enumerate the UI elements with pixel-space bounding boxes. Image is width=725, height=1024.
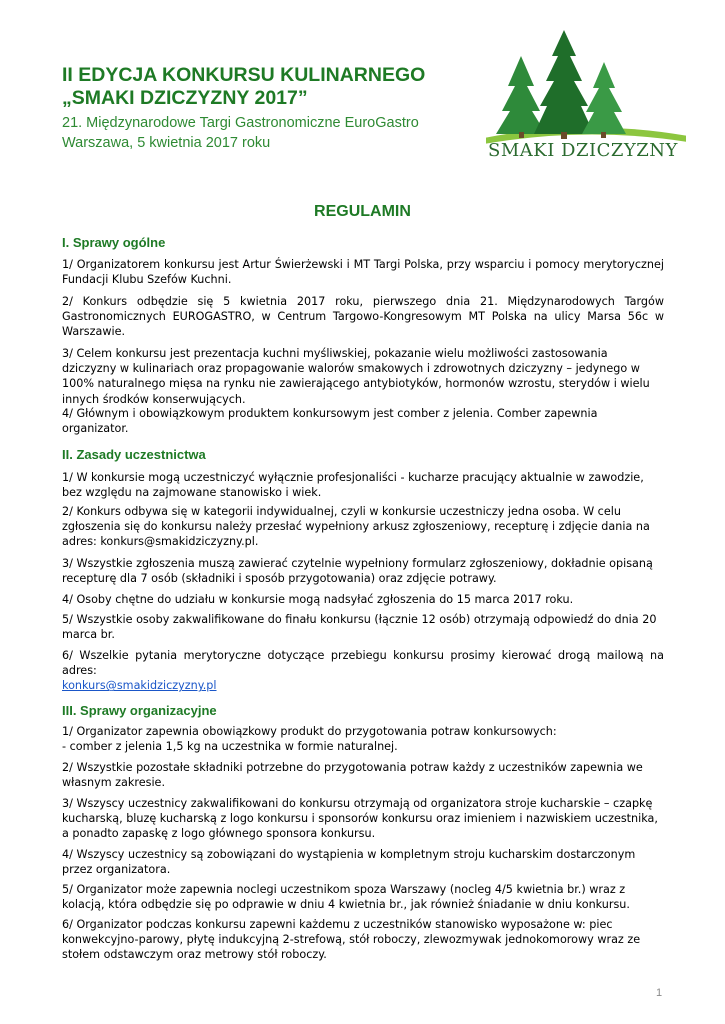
section-1-paragraph-4: 4/ Głównym i obowiązkowym produktem konkursowym jest comber z jelenia. Comber zapewnia organizator. bbox=[62, 407, 598, 436]
section-2-paragraph-3: 3/ Wszystkie zgłoszenia muszą zawierać czytelnie wypełniony formularz zgłoszeniowy, dokładnie opisaną recepturę dla 7 osób (składniki i sposób przygotowania) oraz zdjęcie potrawy. bbox=[62, 557, 653, 586]
section-3-paragraph-4: 4/ Wszyscy uczestnicy są zobowiązani do wystąpienia w kompletnym stroju kucharskim dostarczonym przez organizatora. bbox=[62, 848, 636, 877]
contact-email-link[interactable]: konkurs@smakidziczyzny.pl bbox=[62, 679, 217, 693]
section-1-heading: I. Sprawy ogólne bbox=[62, 235, 166, 250]
section-2-paragraph-4: 4/ Osoby chętne do udziału w konkursie mogą nadsyłać zgłoszenia do 15 marca 2017 roku. bbox=[62, 593, 574, 606]
section-2-paragraph-1: 1/ W konkursie mogą uczestniczyć wyłącznie profesjonaliści - kucharze pracujący aktualnie w zawodzie, bez względu na zajmowane stanowisko i wiek. bbox=[62, 471, 644, 500]
section-3-paragraph-6: 6/ Organizator podczas konkursu zapewni każdemu z uczestników stanowisko wyposażone w: piec konwekcyjno-parowy, płytę indukcyjną 2-strefową, stół roboczy, zlewozmywak jednokomorowy wraz ze stołem odstawczym oraz metrowy stół roboczy. bbox=[62, 918, 641, 962]
section-2-paragraph-6-block bbox=[62, 648, 664, 694]
section-3-paragraph-1: 1/ Organizator zapewnia obowiązkowy produkt do przygotowania potraw konkursowych: bbox=[62, 725, 557, 738]
section-2-paragraph-6: 6/ Wszelkie pytania merytoryczne dotyczące przebiegu konkursu prosimy kierować drogą mailową na adres: bbox=[62, 649, 664, 678]
subtitle-line-2: Warszawa, 5 kwietnia 2017 roku bbox=[62, 135, 271, 151]
section-2-paragraph-2: 2/ Konkurs odbywa się w kategorii indywidualnej, czyli w konkursie uczestniczy jedna osoba. W celu zgłoszenia się do konkursu należy przesłać wypełniony arkusz zgłoszeniowy, recepturę i zdjęcie dania na adres: konkurs@smakidziczyzny.pl. bbox=[62, 505, 650, 549]
section-1-paragraph-2: 2/ Konkurs odbędzie się 5 kwietnia 2017 roku, pierwszego dnia 21. Międzynarodowych Targów Gastronomicznych EUROGASTRO, w Centrum Targowo-Kongresowym MT Polska na ulicy Marsa 56c w Warszawie. bbox=[62, 295, 664, 339]
page-number: 1 bbox=[656, 987, 663, 999]
title-line-2: „SMAKI DZICZYZNY 2017” bbox=[62, 87, 308, 109]
document-title-block bbox=[62, 64, 425, 110]
section-3-paragraph-3: 3/ Wszyscy uczestnicy zakwalifikowani do konkursu otrzymają od organizatora stroje kucharskie – czapkę kucharską, bluzę kucharską z logo konkursu i sponsorów konkursu oraz imieniem i nazwiskiem uczestnika, a ponadto zapaskę z logo głównego sponsora konkursu. bbox=[62, 797, 658, 841]
section-2-paragraph-5: 5/ Wszystkie osoby zakwalifikowane do finału konkursu (łącznie 12 osób) otrzymają odpowiedź do dnia 20 marca br. bbox=[62, 613, 657, 642]
logo-text: SMAKI DZICZYZNY bbox=[488, 140, 678, 161]
section-3-paragraph-2: 2/ Wszystkie pozostałe składniki potrzebne do przygotowania potraw każdy z uczestników zapewnia we własnym zakresie. bbox=[62, 761, 643, 790]
section-1-paragraph-1: 1/ Organizatorem konkursu jest Artur Świerżewski i MT Targi Polska, przy wsparciu i pomocy merytorycznej Fundacji Klubu Szefów Kuchni. bbox=[62, 258, 664, 287]
regulamin-heading: REGULAMIN bbox=[314, 203, 411, 220]
section-3-paragraph-1-item: - comber z jelenia 1,5 kg na uczestnika w formie naturalnej. bbox=[62, 740, 398, 753]
section-3-heading: III. Sprawy organizacyjne bbox=[62, 703, 217, 718]
subtitle-line-1: 21. Międzynarodowe Targi Gastronomiczne EuroGastro bbox=[62, 115, 419, 131]
section-1-paragraph-3: 3/ Celem konkursu jest prezentacja kuchni myśliwskiej, pokazanie wielu możliwości zastosowania dziczyzny w kulinariach oraz propagowanie walorów smakowych i zdrowotnych dziczyzny – jedynego w 100% naturalnego mięsa na rynku nie zawierającego antybiotyków, hormonów wzrostu, sterydów i wielu innych środków konserwujących. bbox=[62, 347, 650, 406]
subtitle-block bbox=[62, 113, 419, 153]
title-line-1: II EDYCJA KONKURSU KULINARNEGO bbox=[62, 64, 426, 86]
section-2-heading: II. Zasady uczestnictwa bbox=[62, 447, 206, 462]
section-3-paragraph-5: 5/ Organizator może zapewnia noclegi uczestnikom spoza Warszawy (nocleg 4/5 kwietnia br.) wraz z kolacją, która odbędzie się po odprawie w dniu 4 kwietnia br., jak również śniadanie w dniu konkursu. bbox=[62, 883, 630, 912]
